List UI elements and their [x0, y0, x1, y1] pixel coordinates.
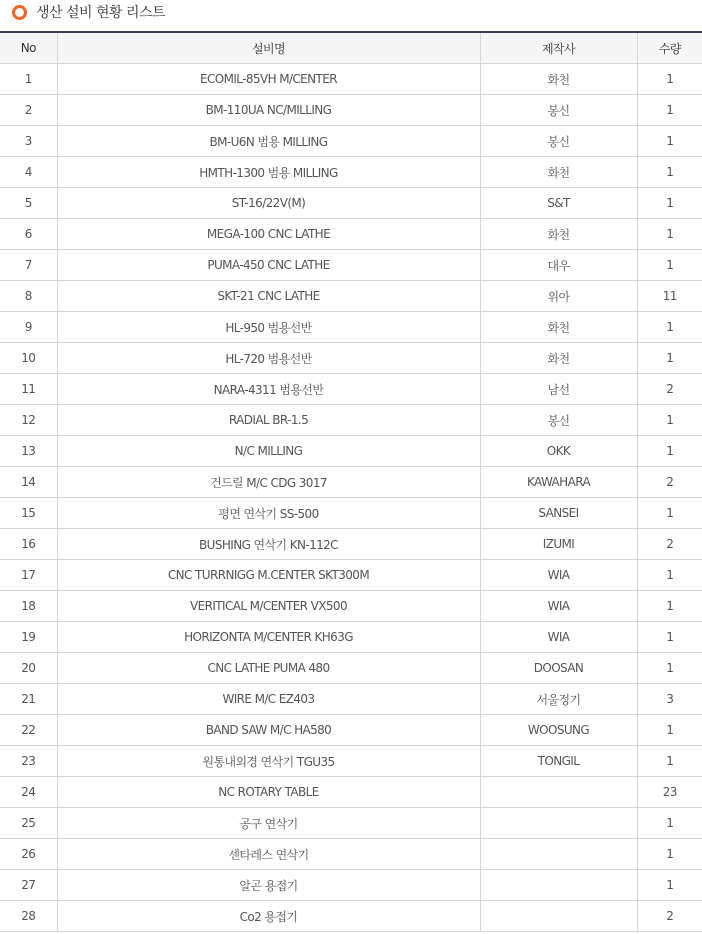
cell-name: 공구 연삭기: [57, 808, 480, 839]
cell-qty: 1: [637, 126, 702, 157]
table-row: [0, 374, 702, 405]
table-row: [0, 312, 702, 343]
cell-name: 건드릴 M/C CDG 3017: [57, 467, 480, 498]
cell-no: 24: [0, 777, 57, 808]
cell-no: 14: [0, 467, 57, 498]
cell-no: 13: [0, 436, 57, 467]
cell-no: 27: [0, 870, 57, 901]
cell-no: 15: [0, 498, 57, 529]
cell-name: BAND SAW M/C HA580: [57, 715, 480, 746]
equipment-table: [0, 31, 702, 932]
cell-qty: 1: [637, 560, 702, 591]
cell-maker: DOOSAN: [480, 653, 637, 684]
cell-maker: 화천: [480, 312, 637, 343]
cell-name: SKT-21 CNC LATHE: [57, 281, 480, 312]
cell-name: HL-950 범용선반: [57, 312, 480, 343]
cell-name: 센타레스 연삭기: [57, 839, 480, 870]
table-row: [0, 560, 702, 591]
cell-qty: 1: [637, 808, 702, 839]
cell-qty: 11: [637, 281, 702, 312]
cell-qty: 1: [637, 715, 702, 746]
cell-qty: 1: [637, 157, 702, 188]
cell-no: 19: [0, 622, 57, 653]
cell-name: 원통내외경 연삭기 TGU35: [57, 746, 480, 777]
cell-maker: TONGIL: [480, 746, 637, 777]
column-header-qty: 수량: [637, 32, 702, 64]
cell-maker: 위아: [480, 281, 637, 312]
cell-maker: [480, 777, 637, 808]
cell-qty: 1: [637, 405, 702, 436]
table-row: [0, 157, 702, 188]
cell-maker: [480, 870, 637, 901]
column-header-no: No: [0, 32, 57, 64]
cell-name: 알곤 용접기: [57, 870, 480, 901]
cell-maker: 봉신: [480, 126, 637, 157]
cell-name: BUSHING 연삭기 KN-112C: [57, 529, 480, 560]
table-row: [0, 126, 702, 157]
cell-maker: 봉신: [480, 95, 637, 126]
table-row: [0, 95, 702, 126]
cell-maker: [480, 808, 637, 839]
cell-no: 11: [0, 374, 57, 405]
cell-qty: 1: [637, 622, 702, 653]
cell-no: 9: [0, 312, 57, 343]
table-row: [0, 591, 702, 622]
cell-qty: 1: [637, 64, 702, 95]
table-row: [0, 188, 702, 219]
table-row: [0, 250, 702, 281]
cell-qty: 1: [637, 219, 702, 250]
cell-maker: KAWAHARA: [480, 467, 637, 498]
cell-name: Co2 용접기: [57, 901, 480, 932]
cell-name: NC ROTARY TABLE: [57, 777, 480, 808]
cell-qty: 2: [637, 529, 702, 560]
cell-name: NARA-4311 범용선반: [57, 374, 480, 405]
cell-name: BM-110UA NC/MILLING: [57, 95, 480, 126]
cell-no: 26: [0, 839, 57, 870]
cell-qty: 1: [637, 436, 702, 467]
cell-no: 28: [0, 901, 57, 932]
page-title: 생산 설비 현황 리스트: [36, 5, 166, 21]
cell-qty: 3: [637, 684, 702, 715]
cell-no: 22: [0, 715, 57, 746]
cell-maker: 화천: [480, 64, 637, 95]
cell-no: 2: [0, 95, 57, 126]
cell-qty: 1: [637, 343, 702, 374]
cell-maker: 화천: [480, 343, 637, 374]
column-header-name: 설비명: [57, 32, 480, 64]
cell-name: RADIAL BR-1.5: [57, 405, 480, 436]
cell-qty: 1: [637, 591, 702, 622]
cell-maker: 화천: [480, 219, 637, 250]
cell-qty: 1: [637, 653, 702, 684]
column-header-maker: 제작사: [480, 32, 637, 64]
cell-maker: WIA: [480, 622, 637, 653]
cell-name: CNC LATHE PUMA 480: [57, 653, 480, 684]
table-row: [0, 498, 702, 529]
cell-name: HL-720 범용선반: [57, 343, 480, 374]
circle-bullet-icon: [12, 5, 27, 20]
cell-no: 18: [0, 591, 57, 622]
cell-maker: WIA: [480, 560, 637, 591]
cell-qty: 2: [637, 467, 702, 498]
cell-qty: 1: [637, 870, 702, 901]
cell-no: 7: [0, 250, 57, 281]
cell-no: 12: [0, 405, 57, 436]
cell-no: 10: [0, 343, 57, 374]
cell-no: 23: [0, 746, 57, 777]
cell-name: BM-U6N 범용 MILLING: [57, 126, 480, 157]
table-row: [0, 436, 702, 467]
cell-no: 3: [0, 126, 57, 157]
cell-no: 6: [0, 219, 57, 250]
cell-maker: 화천: [480, 157, 637, 188]
cell-qty: 1: [637, 95, 702, 126]
table-row: [0, 746, 702, 777]
cell-name: PUMA-450 CNC LATHE: [57, 250, 480, 281]
cell-name: MEGA-100 CNC LATHE: [57, 219, 480, 250]
cell-name: VERITICAL M/CENTER VX500: [57, 591, 480, 622]
cell-name: HORIZONTA M/CENTER KH63G: [57, 622, 480, 653]
cell-qty: 2: [637, 901, 702, 932]
cell-maker: IZUMI: [480, 529, 637, 560]
section-title: [12, 0, 165, 24]
cell-qty: 1: [637, 188, 702, 219]
cell-name: N/C MILLING: [57, 436, 480, 467]
table-row: [0, 901, 702, 932]
table-row: [0, 808, 702, 839]
table-row: [0, 405, 702, 436]
cell-name: CNC TURRNIGG M.CENTER SKT300M: [57, 560, 480, 591]
table-row: [0, 622, 702, 653]
cell-maker: WIA: [480, 591, 637, 622]
cell-no: 4: [0, 157, 57, 188]
table-row: [0, 529, 702, 560]
cell-maker: 남선: [480, 374, 637, 405]
cell-maker: 봉신: [480, 405, 637, 436]
cell-maker: [480, 901, 637, 932]
cell-qty: 1: [637, 312, 702, 343]
table-row: [0, 653, 702, 684]
cell-qty: 23: [637, 777, 702, 808]
cell-maker: WOOSUNG: [480, 715, 637, 746]
table-header-row: [0, 32, 702, 64]
table-row: [0, 715, 702, 746]
table-row: [0, 777, 702, 808]
cell-no: 21: [0, 684, 57, 715]
cell-name: 평면 연삭기 SS-500: [57, 498, 480, 529]
cell-qty: 2: [637, 374, 702, 405]
cell-no: 8: [0, 281, 57, 312]
cell-name: ST-16/22V(M): [57, 188, 480, 219]
cell-no: 5: [0, 188, 57, 219]
cell-no: 25: [0, 808, 57, 839]
cell-no: 20: [0, 653, 57, 684]
table-row: [0, 467, 702, 498]
cell-maker: [480, 839, 637, 870]
table-row: [0, 870, 702, 901]
cell-name: HMTH-1300 범용 MILLING: [57, 157, 480, 188]
cell-maker: SANSEI: [480, 498, 637, 529]
cell-maker: S&T: [480, 188, 637, 219]
table-row: [0, 684, 702, 715]
cell-qty: 1: [637, 498, 702, 529]
table-row: [0, 343, 702, 374]
cell-maker: 대우: [480, 250, 637, 281]
table-row: [0, 281, 702, 312]
cell-no: 1: [0, 64, 57, 95]
table-row: [0, 839, 702, 870]
cell-qty: 1: [637, 746, 702, 777]
cell-name: ECOMIL-85VH M/CENTER: [57, 64, 480, 95]
cell-no: 17: [0, 560, 57, 591]
cell-no: 16: [0, 529, 57, 560]
cell-qty: 1: [637, 250, 702, 281]
cell-maker: 서울정기: [480, 684, 637, 715]
table-row: [0, 219, 702, 250]
cell-name: WIRE M/C EZ403: [57, 684, 480, 715]
cell-maker: OKK: [480, 436, 637, 467]
table-row: [0, 64, 702, 95]
cell-qty: 1: [637, 839, 702, 870]
